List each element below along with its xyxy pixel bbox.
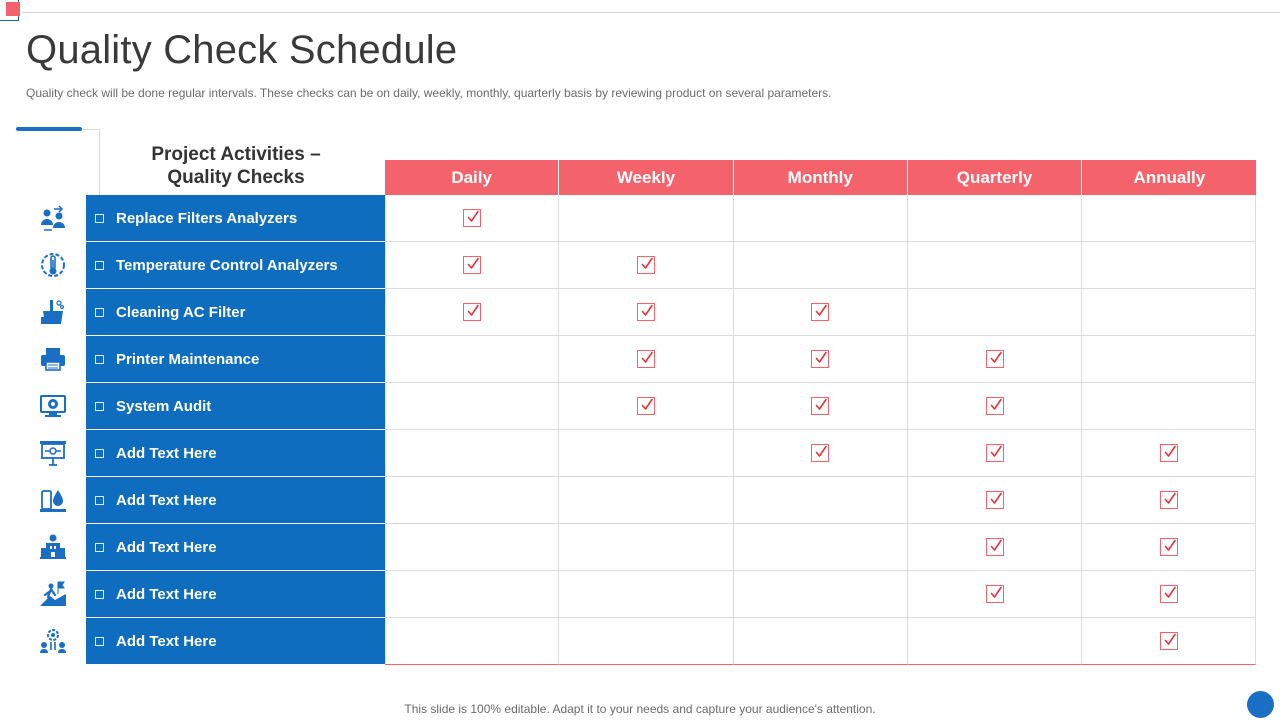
schedule-cell [1082, 477, 1256, 524]
row-label [86, 195, 385, 242]
monitor-gear-icon [38, 391, 68, 421]
schedule-cell [734, 524, 908, 571]
bullet-square-icon [95, 449, 104, 458]
checkmark-icon [1160, 491, 1178, 509]
checkmark-icon [811, 444, 829, 462]
schedule-cell [385, 477, 559, 524]
schedule-cell [1082, 336, 1256, 383]
checkmark-icon [637, 350, 655, 368]
checkmark-icon [463, 209, 481, 227]
table-header-line1: Project Activities – [151, 144, 321, 165]
row-label [86, 289, 385, 336]
schedule-cell [1082, 195, 1256, 242]
schedule-cell [559, 242, 733, 289]
row-label [86, 336, 385, 383]
schedule-cell [734, 477, 908, 524]
schedule-cell [908, 336, 1082, 383]
schedule-cell [908, 524, 1082, 571]
presentation-board-icon [38, 438, 68, 468]
schedule-cell [1082, 383, 1256, 430]
schedule-cell [559, 524, 733, 571]
schedule-cell [1082, 430, 1256, 477]
checkmark-icon [1160, 538, 1178, 556]
schedule-cell [559, 477, 733, 524]
schedule-cell [1082, 571, 1256, 618]
accent-bar [16, 127, 82, 131]
checkmark-icon [986, 397, 1004, 415]
schedule-cell [385, 524, 559, 571]
checkmark-icon [1160, 632, 1178, 650]
bullet-square-icon [95, 637, 104, 646]
checkmark-icon [986, 491, 1004, 509]
row-label [86, 618, 385, 665]
column-header-monthly: Monthly [734, 160, 908, 195]
team-gear-icon [38, 626, 68, 656]
column-header-daily: Daily [385, 160, 559, 195]
row-label [86, 571, 385, 618]
schedule-cell [559, 336, 733, 383]
schedule-cell [559, 571, 733, 618]
schedule-cell [734, 383, 908, 430]
device-drop-icon [38, 485, 68, 515]
checkmark-icon [463, 256, 481, 274]
footer-note: This slide is 100% editable. Adapt it to your needs and capture your audience's attention. [404, 702, 876, 716]
schedule-cell [908, 571, 1082, 618]
checkmark-icon [986, 585, 1004, 603]
schedule-cell [385, 571, 559, 618]
schedule-cell [734, 289, 908, 336]
checkmark-icon [986, 538, 1004, 556]
bullet-square-icon [95, 402, 104, 411]
table-header-label [86, 143, 386, 189]
schedule-cell [385, 618, 559, 665]
bullet-square-icon [95, 590, 104, 599]
table-header-line2: Quality Checks [167, 167, 305, 188]
schedule-cell [908, 289, 1082, 336]
schedule-cell [385, 430, 559, 477]
schedule-cell [734, 571, 908, 618]
cleaning-bucket-icon [38, 297, 68, 327]
row-label-text: Temperature Control Analyzers [116, 256, 338, 274]
schedule-cell [559, 383, 733, 430]
schedule-cell [734, 430, 908, 477]
schedule-cell [734, 336, 908, 383]
schedule-cell [1082, 242, 1256, 289]
row-label [86, 430, 385, 477]
checkmark-icon [637, 303, 655, 321]
checkmark-icon [637, 397, 655, 415]
page-subtitle: Quality check will be done regular intervals. These checks can be on daily, weekly, monthly, quarterly basis by reviewing product on several parameters. [26, 86, 832, 100]
checkmark-icon [463, 303, 481, 321]
accent-line [82, 129, 100, 130]
schedule-cell [734, 618, 908, 665]
checkmark-icon [811, 350, 829, 368]
column-header-quarterly: Quarterly [908, 160, 1082, 195]
thermometer-gear-icon [38, 250, 68, 280]
schedule-cell [559, 618, 733, 665]
schedule-cell [908, 477, 1082, 524]
row-label-text: Add Text Here [116, 444, 217, 462]
bullet-square-icon [95, 355, 104, 364]
climber-flag-icon [38, 579, 68, 609]
printer-icon [38, 344, 68, 374]
schedule-cell [1082, 524, 1256, 571]
bullet-square-icon [95, 214, 104, 223]
schedule-cell [908, 195, 1082, 242]
bullet-square-icon [95, 496, 104, 505]
checkmark-icon [1160, 444, 1178, 462]
checkmark-icon [1160, 585, 1178, 603]
schedule-cell [559, 430, 733, 477]
row-label [86, 524, 385, 571]
schedule-cell [908, 242, 1082, 289]
bullet-square-icon [95, 261, 104, 270]
row-label [86, 242, 385, 289]
checkmark-icon [811, 397, 829, 415]
bullet-square-icon [95, 543, 104, 552]
schedule-cell [734, 195, 908, 242]
page-title: Quality Check Schedule [26, 28, 458, 72]
row-label-text: Cleaning AC Filter [116, 303, 246, 321]
row-label-text: Printer Maintenance [116, 350, 260, 368]
schedule-cell [559, 289, 733, 336]
top-rule [22, 12, 1280, 13]
corner-decoration [0, 0, 22, 22]
row-label [86, 477, 385, 524]
column-header-weekly: Weekly [559, 160, 733, 195]
row-label-text: Add Text Here [116, 538, 217, 556]
row-label-text: Add Text Here [116, 491, 217, 509]
schedule-cell [385, 289, 559, 336]
checkmark-icon [986, 350, 1004, 368]
column-header-annually: Annually [1082, 160, 1256, 195]
row-label [86, 383, 385, 430]
schedule-cell [908, 430, 1082, 477]
page-indicator [1247, 691, 1274, 718]
row-label-text: System Audit [116, 397, 212, 415]
schedule-cell [1082, 289, 1256, 336]
bank-building-icon [38, 532, 68, 562]
checkmark-icon [986, 444, 1004, 462]
row-label-text: Add Text Here [116, 585, 217, 603]
people-exchange-icon [38, 203, 68, 233]
checkmark-icon [637, 256, 655, 274]
schedule-cell [385, 242, 559, 289]
row-label-text: Add Text Here [116, 632, 217, 650]
schedule-cell [385, 336, 559, 383]
schedule-cell [559, 195, 733, 242]
schedule-cell [908, 618, 1082, 665]
checkmark-icon [811, 303, 829, 321]
schedule-cell [908, 383, 1082, 430]
row-label-text: Replace Filters Analyzers [116, 209, 298, 227]
schedule-cell [385, 383, 559, 430]
bullet-square-icon [95, 308, 104, 317]
schedule-cell [734, 242, 908, 289]
schedule-cell [385, 195, 559, 242]
schedule-cell [1082, 618, 1256, 665]
